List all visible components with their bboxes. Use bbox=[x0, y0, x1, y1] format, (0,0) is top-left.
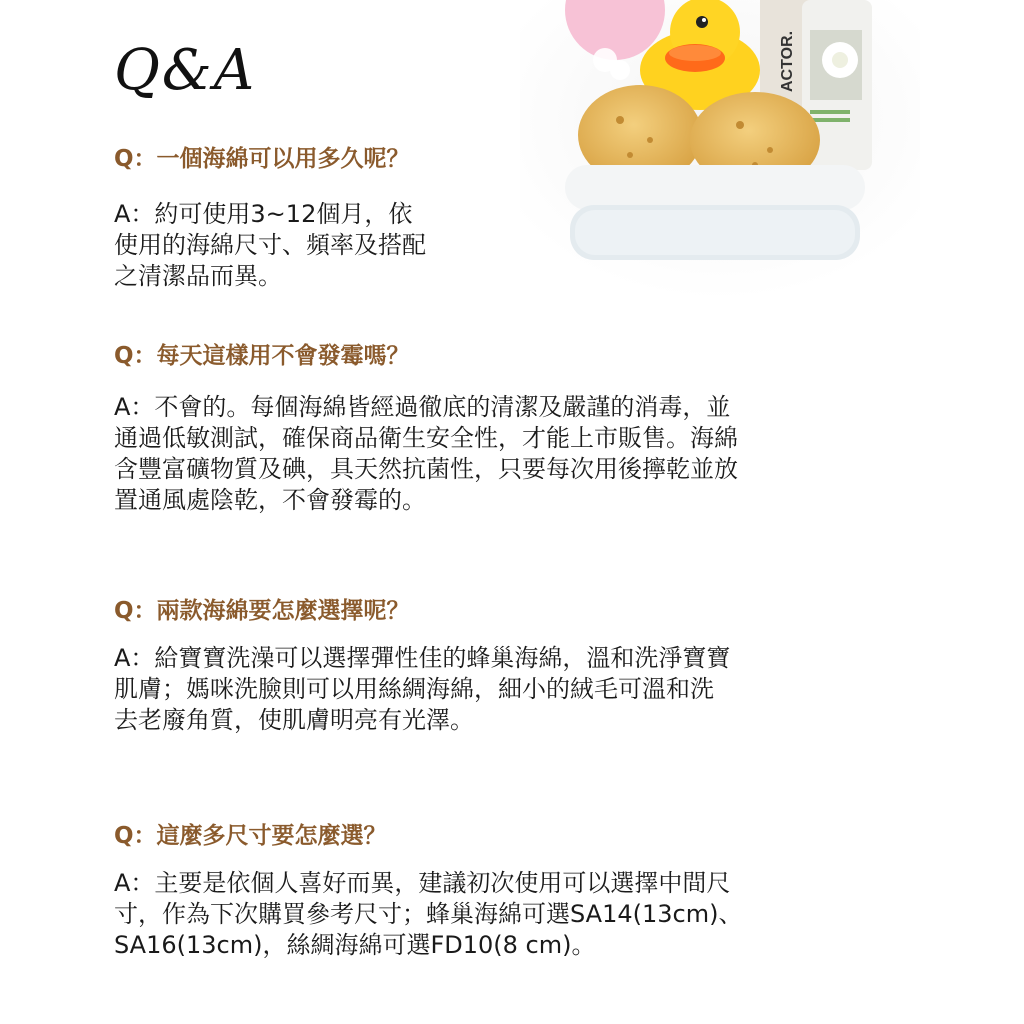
page-title: Q&A bbox=[114, 38, 257, 103]
answer-line: 肌膚；媽咪洗臉則可以用絲綢海綿，細小的絨毛可溫和洗 bbox=[114, 675, 714, 703]
towel-icon bbox=[565, 165, 865, 260]
question-3: Q：兩款海綿要怎麼選擇呢？ bbox=[114, 598, 410, 624]
answer-line: 寸，作為下次購買參考尺寸；蜂巢海綿可選SA14(13cm)、 bbox=[114, 900, 743, 928]
answer-line: SA16(13cm)，絲綢海綿可選FD10(8 cm)。 bbox=[114, 931, 596, 959]
question-2: Q：每天這樣用不會發霉嗎？ bbox=[114, 343, 410, 369]
bottle-brand: ACTOR. bbox=[779, 30, 796, 92]
answer-line: A：不會的。每個海綿皆經過徹底的清潔及嚴謹的消毒，並 bbox=[114, 393, 731, 421]
answer-4 bbox=[114, 868, 742, 961]
answer-line: A：給寶寶洗澡可以選擇彈性佳的蜂巢海綿，溫和洗淨寶寶 bbox=[114, 644, 731, 672]
answer-line: 含豐富礦物質及碘，具天然抗菌性，只要每次用後擰乾並放 bbox=[114, 455, 738, 483]
question-4: Q：這麼多尺寸要怎麼選？ bbox=[114, 823, 387, 849]
answer-line: 使用的海綿尺寸、頻率及搭配 bbox=[114, 231, 426, 259]
answer-line: 通過低敏測試，確保商品衛生安全性，才能上市販售。海綿 bbox=[114, 424, 738, 452]
answer-line: A：約可使用3~12個月，依 bbox=[114, 200, 413, 228]
answer-3 bbox=[114, 643, 730, 736]
answer-line: A：主要是依個人喜好而異，建議初次使用可以選擇中間尺 bbox=[114, 869, 731, 897]
answer-line: 之清潔品而異。 bbox=[114, 262, 282, 290]
answer-line: 置通風處陰乾，不會發霉的。 bbox=[114, 486, 426, 514]
product-photo bbox=[520, 0, 920, 300]
answer-1 bbox=[114, 199, 426, 292]
question-1: Q：一個海綿可以用多久呢？ bbox=[114, 146, 410, 172]
answer-line: 去老廢角質，使肌膚明亮有光澤。 bbox=[114, 706, 474, 734]
answer-2 bbox=[114, 392, 738, 516]
